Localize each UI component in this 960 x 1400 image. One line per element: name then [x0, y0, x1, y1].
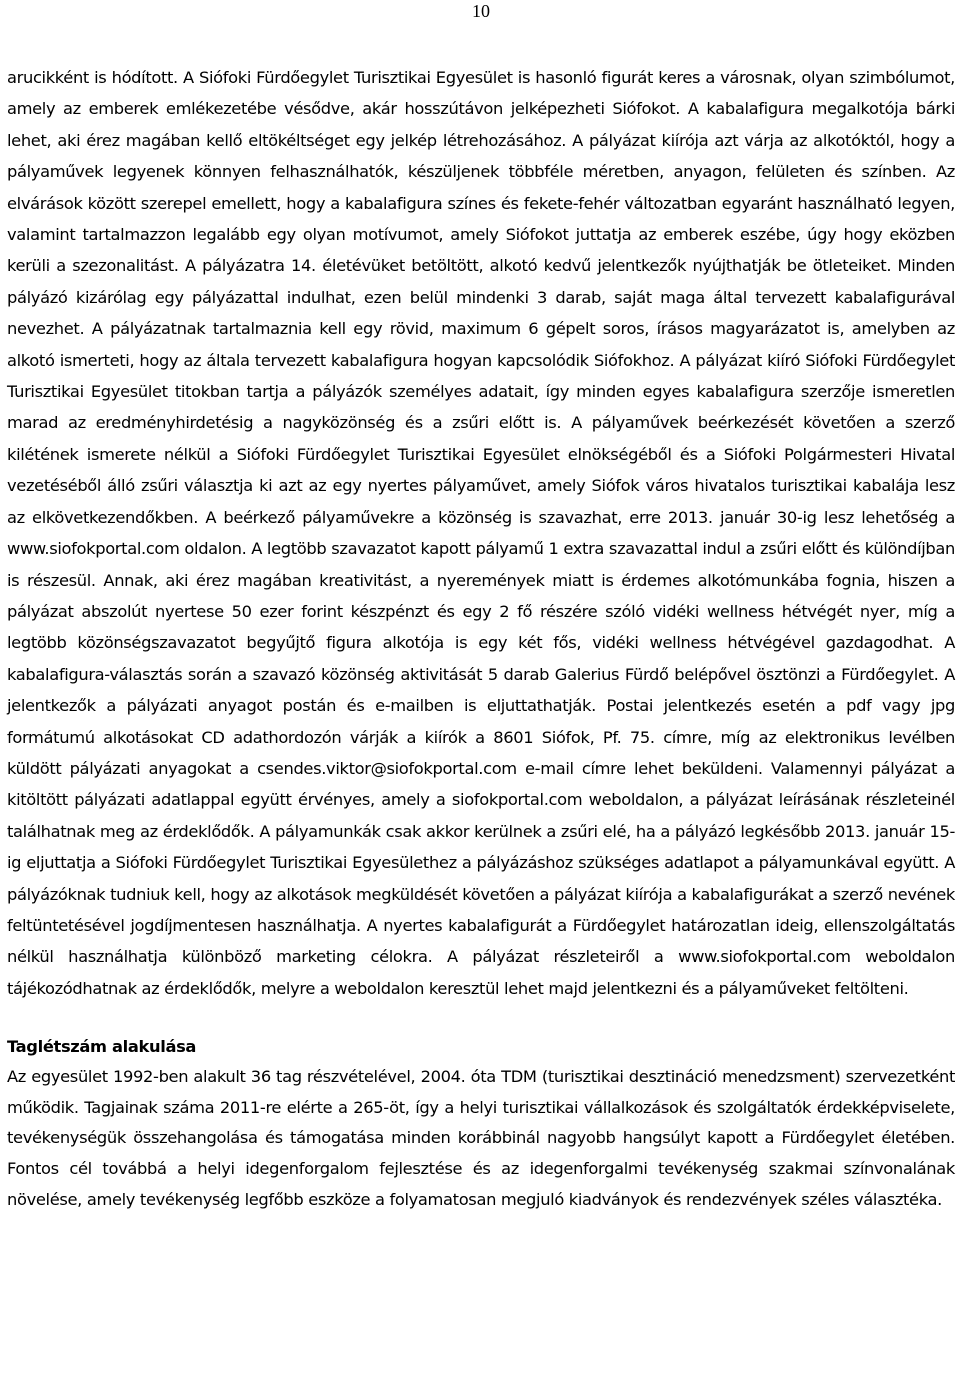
- document-body: [7, 62, 955, 1215]
- paragraph-membership: Az egyesület 1992-ben alakult 36 tag részvételével, 2004. óta TDM (turisztikai desztináció menedzsment) szervezetként működik. Tagjainak száma 2011-re elérte a 265-öt, így a helyi turisztikai vállalkozások és szolgáltatók érdekképviselete, tevékenységük összehangolása és támogatása minden korábbinál nagyobb hangsúlyt kapott a Fürdőegylet életében. Fontos cél továbbá a helyi idegenforgalom fejlesztése és az idegenforgalmi tevékenység szakmai színvonalának növelése, amely tevékenység legfőbb eszköze a folyamatosan megjuló kiadványok és rendezvények széles választéka.: [7, 1067, 955, 1209]
- paragraph-mascot-competition: arucikként is hódított. A Siófoki Fürdőegylet Turisztikai Egyesület is hasonló figurát keres a városnak, olyan szimbólumot, amely az emberek emlékezetébe vésődve, akár hosszútávon jelképezheti Siófokot. A kabalafigura megalkotója bárki lehet, aki érez magában kellő eltökéltséget egy jelkép létrehozásához. A pályázat kiírója azt várja az alkotóktól, hogy a pályaművek legyenek könnyen felhasználhatók, készüljenek többféle méretben, anyagon, felületen és színben. Az elvárások között szerepel emellett, hogy a kabalafigura színes és fekete-fehér változatban egyaránt használható legyen, valamint tartalmazzon legalább egy olyan motívumot, amely Siófokot juttatja az emberek eszébe, úgy hogy eközben kerüli a szezonalitást. A pályázatra 14. életévüket betöltött, alkotó kedvű jelentkezők nyújthatják be ötleteiket. Minden pályázó kizárólag egy pályázattal indulhat, ezen belül mindenki 3 darab, saját maga által tervezett kabalafigurával nevezhet. A pályázatnak tartalmaznia kell egy rövid, maximum 6 gépelt soros, írásos magyarázatot is, amelyben az alkotó ismerteti, hogy az általa tervezett kabalafigura hogyan kapcsolódik Siófokhoz. A pályázat kiíró Siófoki Fürdőegylet Turisztikai Egyesület titokban tartja a pályázók személyes adatait, így minden egyes kabalafigura szerzője ismeretlen marad az eredményhirdetésig a nagyközönség és a zsűri előtt is. A pályaművek beérkezését követően a szerző kilétének ismerete nélkül a Siófoki Fürdőegylet Turisztikai Egyesület elnökségéből és a Siófoki Polgármesteri Hivatal vezetéséből álló zsűri választja ki azt az egy nyertes pályaművet, amely Siófok város hivatalos turisztikai kabalája lesz az elkövetkezendőkben. A beérkező pályaművekre a közönség is szavazhat, erre 2013. január 30-ig lesz lehetőség a www.siofokportal.com oldalon. A legtöbb szavazatot kapott pályamű 1 extra szavazattal indul a zsűri előtt és különdíjban is részesül. Annak, aki érez magában kreativitást, a nyeremények miatt is érdemes alkotómunkába fognia, hiszen a pályázat abszolút nyertese 50 ezer forint készpénzt és egy 2 fő részére szóló vidéki wellness hétvégét nyer, míg a legtöbb közönségszavazatot begyűjtő figura alkotója is egy két fős, vidéki wellness hétvégével gazdagodhat. A kabalafigura-választás során a szavazó közönség aktivitását 5 darab Galerius Fürdő belépővel ösztönzi a Fürdőegylet. A jelentkezők a pályázati anyagot postán és e-mailben is eljuttathatják. Postai jelentkezés esetén a pdf vagy jpg formátumú alkotásokat CD adathordozón várják a kiírók a 8601 Siófok, Pf. 75. címre, míg az elektronikus levélben küldött pályázati anyagokat a csendes.viktor@siofokportal.com e-mail címre lehet beküldeni. Valamennyi pályázat a kitöltött pályázati adatlappal együtt érvényes, amely a siofokportal.com weboldalon, a pályázat leírásának részleteinél találhatnak meg az érdeklődők. A pályamunkák csak akkor kerülnek a zsűri elé, ha a pályázó legkésőbb 2013. január 15-ig eljuttatja a Siófoki Fürdőegylet Turisztikai Egyesülethez a pályázáshoz szükséges adatlapot a pályamunkával együtt. A pályázóknak tudniuk kell, hogy az alkotások megküldését követően a pályázat kiírója a kabalafigurákat a szerző nevének feltüntetésével jogdíjmentesen használhatja. A nyertes kabalafigurát a Fürdőegylet határozatlan ideig, ellenszolgáltatás nélkül használhatja különböző marketing célokra. A pályázat részleteiről a www.siofokportal.com weboldalon tájékozódhatnak az érdeklődők, melyre a weboldalon keresztül lehet majd jelentkezni és a pályaműveket feltölteni.: [7, 68, 955, 998]
- section-heading-membership: Taglétszám alakulása: [7, 1037, 197, 1057]
- page-number: 10: [472, 1, 490, 21]
